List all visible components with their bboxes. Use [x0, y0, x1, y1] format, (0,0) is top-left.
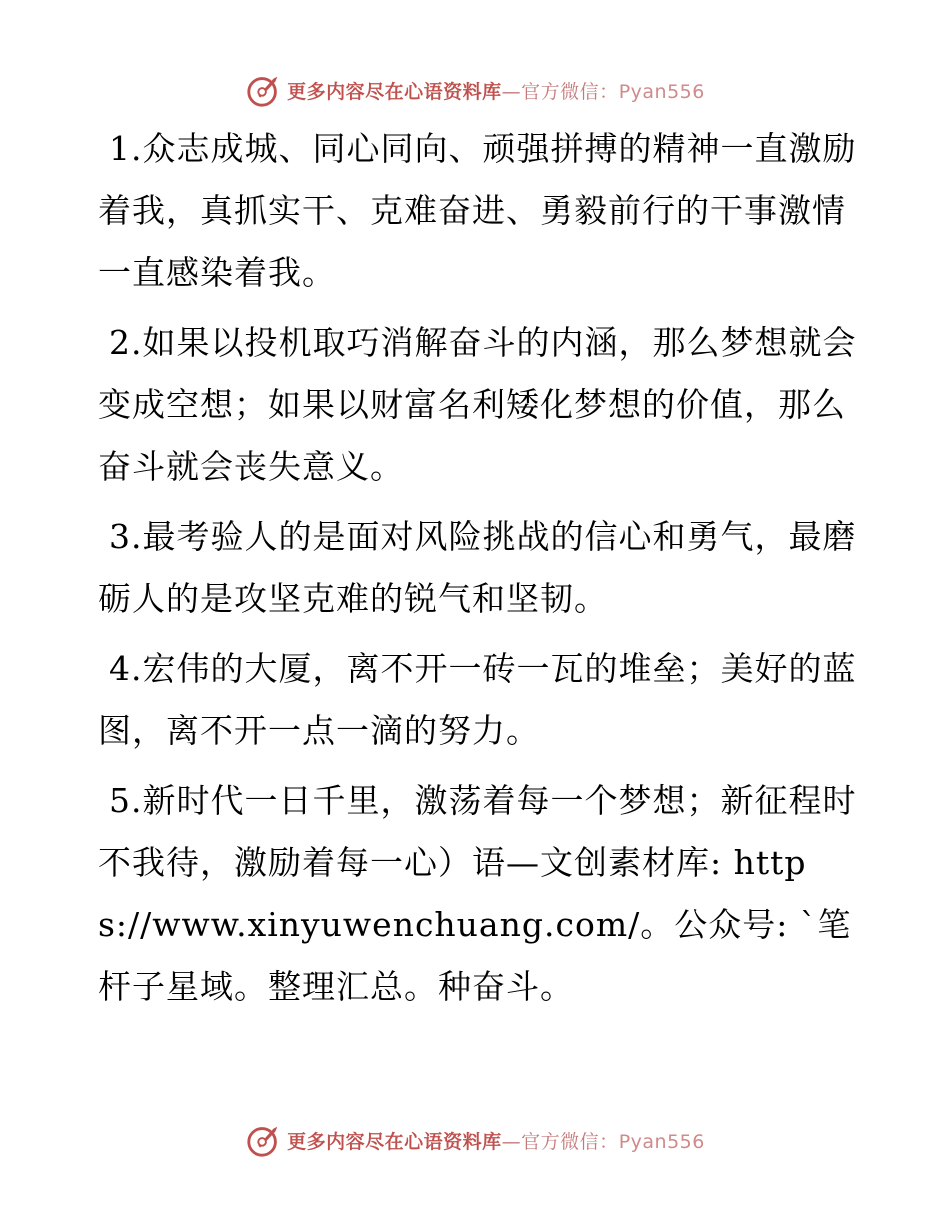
paragraph-5: 5.新时代一日千里，激荡着每一个梦想；新征程时不我待，激励着每一心）语—文创素材库: https://www.xinyuwenchuang.com/。公众号: `笔杆子星域。整理汇总。种奋斗。	[98, 781, 857, 1006]
document-body	[98, 118, 858, 1026]
paragraph-2: 2.如果以投机取巧消解奋斗的内涵，那么梦想就会变成空想；如果以财富名利矮化梦想的价值，那么奋斗就会丧失意义。	[98, 323, 857, 486]
header-separator: —	[501, 80, 522, 103]
quill-logo-icon	[245, 1121, 283, 1159]
header-banner-text	[287, 77, 705, 104]
footer-brand: 更多内容尽在心语资料库	[287, 1130, 502, 1153]
quill-logo-icon	[245, 71, 283, 109]
footer-banner	[0, 1120, 950, 1160]
footer-official: 官方微信：	[521, 1130, 619, 1153]
paragraph-1: 1.众志成城、同心同向、顽强拼搏的精神一直激励着我，真抓实干、克难奋进、勇毅前行的干事激情一直感染着我。	[98, 129, 857, 292]
header-official: 官方微信：	[521, 80, 619, 103]
footer-separator: —	[501, 1130, 522, 1153]
header-brand: 更多内容尽在心语资料库	[287, 80, 502, 103]
paragraph-4: 4.宏伟的大厦，离不开一砖一瓦的堆垒；美好的蓝图，离不开一点一滴的努力。	[98, 649, 857, 750]
paragraph-3: 3.最考验人的是面对风险挑战的信心和勇气，最磨砺人的是攻坚克难的锐气和坚韧。	[98, 517, 857, 618]
header-banner	[0, 70, 950, 110]
header-handle: Pyan556	[618, 80, 705, 103]
footer-handle: Pyan556	[618, 1130, 705, 1153]
footer-banner-text	[287, 1127, 705, 1154]
